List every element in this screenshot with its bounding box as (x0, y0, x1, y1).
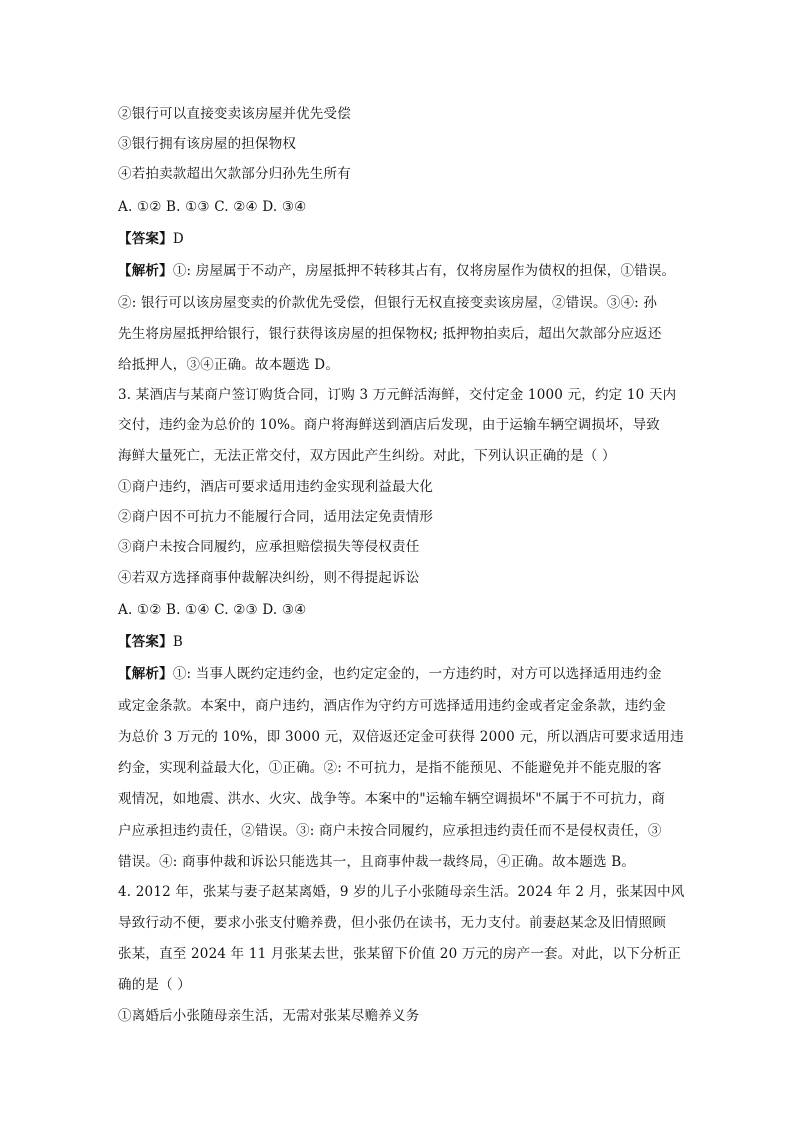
answer-value: D (172, 231, 184, 247)
answer-tag: 【答案】 (118, 231, 173, 247)
q3-explain-line-4: 约金，实现利益最大化，①正确。②: 不可抗力，是指不能预见、不能避免并不能克服的客 (118, 760, 662, 776)
q3-choices: A. ①② B. ①④ C. ②③ D. ③④ (118, 602, 307, 618)
q2-answer (118, 229, 678, 249)
q3-option-3: ③商户未按合同履约，应承担赔偿损失等侵权责任 (118, 539, 420, 555)
q2-option-3: ③银行拥有该房屋的担保物权 (118, 136, 297, 152)
q2-explain-line-3: 先生将房屋抵押给银行，银行获得该房屋的担保物权; 抵押物拍卖后，超出欠款部分应返还 (118, 326, 662, 342)
explain-tag: 【解析】 (118, 666, 173, 682)
q3-option-2: ②商户因不可抗力不能履行合同，适用法定免责情形 (118, 509, 434, 525)
q4-stem-line-3: 张某，直至 2024 年 11 月张某去世，张某留下价值 20 万元的房产一套。对此，以下分析正 (118, 946, 682, 962)
q3-stem-line-2: 交付，违约金为总价的 10%。商户将海鲜送到酒店后发现，由于运输车辆空调损坏，导致 (118, 417, 660, 433)
q2-choices: A. ①② B. ①③ C. ②④ D. ③④ (118, 199, 307, 215)
q4-stem-line-4: 确的是（ ） (118, 977, 191, 993)
q3-explain-line-6: 户应承担违约责任，②错误。③: 商户未按合同履约，应承担违约责任而不是侵权责任，③ (118, 823, 662, 839)
q2-explain-line-4: 给抵押人，③④正确。故本题选 D。 (118, 357, 340, 373)
q4-option-1: ①离婚后小张随母亲生活，无需对张某尽赡养义务 (118, 1008, 420, 1024)
q3-option-4: ④若双方选择商事仲裁解决纠纷，则不得提起诉讼 (118, 570, 420, 586)
explain-text: ①: 房屋属于不动产，房屋抵押不转移其占有，仅将房屋作为债权的担保，①错误。 (172, 263, 676, 279)
q2-explain-line-2: ②: 银行可以该房屋变卖的价款优先受偿，但银行无权直接变卖该房屋，②错误。③④: 孙 (118, 295, 658, 311)
q3-explain-line-1 (118, 664, 678, 684)
q3-stem-line-1: 3. 某酒店与某商户签订购货合同，订购 3 万元鲜活海鲜，交付定金 1000 元，约定 10 天内 (118, 387, 677, 403)
explain-text: ①: 当事人既约定违约金，也约定定金的，一方违约时，对方可以选择适用违约金 (172, 666, 662, 682)
q3-explain-line-7: 错误。④: 商事仲裁和诉讼只能选其一，且商事仲裁一裁终局，④正确。故本题选 B。 (118, 854, 636, 870)
answer-value: B (172, 634, 183, 650)
explain-tag: 【解析】 (118, 263, 173, 279)
q2-explain-line-1 (118, 261, 678, 281)
q2-option-4: ④若拍卖款超出欠款部分归孙先生所有 (118, 166, 351, 182)
q3-stem-line-3: 海鲜大量死亡，无法正常交付，双方因此产生纠纷。对此，下列认识正确的是（ ） (118, 448, 616, 464)
q3-explain-line-3: 为总价 3 万元的 10%，即 3000 元，双倍返还定金可获得 2000 元，所以酒店可要求适用违 (118, 729, 684, 745)
q3-option-1: ①商户违约，酒店可要求适用违约金实现利益最大化 (118, 479, 434, 495)
q3-explain-line-2: 或定金条款。本案中，商户违约，酒店作为守约方可选择适用违约金或者定金条款，违约金 (118, 698, 666, 714)
q3-answer (118, 632, 678, 652)
q2-option-2: ②银行可以直接变卖该房屋并优先受偿 (118, 106, 351, 122)
q3-explain-line-5: 观情况，如地震、洪水、火灾、战争等。本案中的"运输车辆空调损坏"不属于不可抗力，商 (118, 791, 666, 807)
q4-stem-line-1: 4. 2012 年，张某与妻子赵某离婚，9 岁的儿子小张随母亲生活。2024 年 2 月，张某因中风 (118, 884, 685, 900)
answer-tag: 【答案】 (118, 634, 173, 650)
q4-stem-line-2: 导致行动不便，要求小张支付赡养费，但小张仍在读书，无力支付。前妻赵某念及旧情照顾 (118, 915, 666, 931)
